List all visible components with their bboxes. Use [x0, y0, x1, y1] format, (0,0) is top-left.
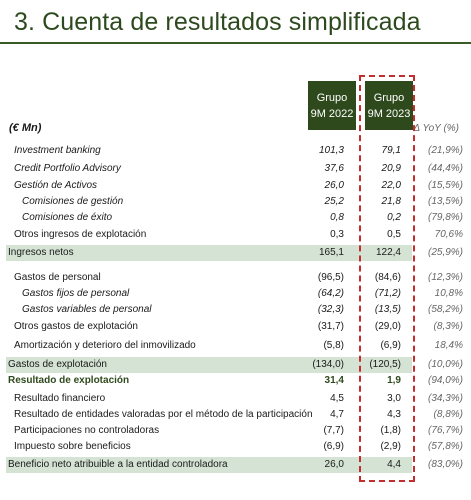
table-row-gastos-de-personal: [6, 270, 463, 286]
column-header-line: 9M 2022: [310, 108, 354, 120]
value-9m-2023: (84,6): [374, 272, 401, 283]
value-yoy: (12,3%): [427, 272, 463, 283]
page-title: 3. Cuenta de resultados simplificada: [14, 8, 421, 36]
row-label: Participaciones no controladoras: [14, 425, 160, 436]
value-9m-2023: 22,0: [381, 180, 401, 191]
value-9m-2022: 37,6: [324, 163, 344, 174]
value-yoy: (34,3%): [427, 393, 463, 404]
value-yoy: 70,6%: [434, 229, 463, 240]
value-9m-2023: 0,5: [387, 229, 401, 240]
column-header-9m-2023: [365, 81, 413, 130]
value-9m-2022: (134,0): [312, 359, 344, 370]
title-divider: [0, 42, 471, 44]
value-9m-2022: 165,1: [318, 247, 344, 258]
table-row-credit-portfolio-advisory: [6, 161, 463, 177]
column-header-line: 9M 2023: [367, 108, 411, 120]
value-9m-2023: (1,8): [380, 425, 401, 436]
value-yoy: (83,0%): [427, 459, 463, 470]
table-row-gestion-de-activos: [6, 178, 463, 194]
row-label: Gastos de personal: [14, 272, 101, 283]
value-9m-2023: 4,3: [387, 409, 401, 420]
value-yoy: (8,8%): [433, 409, 463, 420]
row-label: Gastos fijos de personal: [22, 288, 130, 299]
value-9m-2023: (6,9): [380, 340, 401, 351]
row-label: Amortización y deterioro del inmovilizado: [14, 340, 196, 351]
row-label: Gastos variables de personal: [22, 304, 152, 315]
table-row-resultado-financiero: [6, 391, 463, 407]
table-row-participaciones-no-controladoras: [6, 423, 463, 439]
table-row-resultado-entidades-participacion: [6, 407, 463, 423]
value-yoy: (44,4%): [427, 163, 463, 174]
row-label: Impuesto sobre beneficios: [14, 441, 131, 452]
table-row-gastos-variables: [6, 302, 463, 318]
row-label: Ingresos netos: [8, 247, 74, 258]
value-yoy: (25,9%): [427, 247, 463, 258]
value-9m-2023: 0,2: [387, 212, 401, 223]
value-9m-2023: (120,5): [369, 359, 401, 370]
value-yoy: (21,9%): [427, 145, 463, 156]
value-9m-2023: 21,8: [381, 196, 401, 207]
value-9m-2023: 3,0: [387, 393, 401, 404]
table-row-comisiones-de-exito: [6, 210, 463, 226]
table-row-otros-ingresos: [6, 227, 463, 243]
value-9m-2023: (71,2): [374, 288, 401, 299]
value-yoy: (13,5%): [427, 196, 463, 207]
value-9m-2023: 79,1: [381, 145, 401, 156]
row-label: Otros ingresos de explotación: [14, 229, 147, 240]
value-yoy: (76,7%): [427, 425, 463, 436]
column-header-9m-2022: [308, 81, 356, 130]
value-9m-2022: 0,8: [330, 212, 344, 223]
value-9m-2022: 31,4: [324, 375, 344, 386]
value-9m-2022: 26,0: [324, 180, 344, 191]
value-yoy: (58,2%): [427, 304, 463, 315]
table-row-otros-gastos: [6, 319, 463, 335]
row-label: Credit Portfolio Advisory: [14, 163, 121, 174]
value-9m-2023: (29,0): [374, 321, 401, 332]
column-header-line: Grupo: [316, 92, 348, 104]
value-9m-2023: (13,5): [374, 304, 401, 315]
value-9m-2022: (6,9): [323, 441, 344, 452]
value-yoy: (8,3%): [433, 321, 463, 332]
yoy-header: Δ YoY (%): [413, 123, 459, 134]
row-label: Gestión de Activos: [14, 180, 98, 191]
value-9m-2022: (96,5): [317, 272, 344, 283]
value-yoy: (10,0%): [427, 359, 463, 370]
table-row-beneficio-neto: [6, 457, 463, 473]
row-label: Comisiones de éxito: [22, 212, 113, 223]
value-yoy: (94,0%): [427, 375, 463, 386]
value-9m-2022: (31,7): [317, 321, 344, 332]
table-row-ingresos-netos: [6, 245, 463, 261]
row-label: Comisiones de gestión: [22, 196, 124, 207]
value-9m-2023: (2,9): [380, 441, 401, 452]
value-9m-2022: (5,8): [323, 340, 344, 351]
value-yoy: 18,4%: [434, 340, 463, 351]
value-9m-2022: (32,3): [317, 304, 344, 315]
value-9m-2022: 4,5: [330, 393, 344, 404]
value-9m-2022: 4,7: [330, 409, 344, 420]
value-9m-2022: (7,7): [323, 425, 344, 436]
row-label: Resultado financiero: [14, 393, 106, 404]
value-yoy: (15,5%): [427, 180, 463, 191]
row-label: Investment banking: [14, 145, 101, 156]
row-label: Resultado de explotación: [8, 375, 130, 386]
value-9m-2023: 1,9: [387, 375, 401, 386]
column-header-line: Grupo: [373, 92, 405, 104]
table-row-resultado-de-explotacion: [6, 373, 463, 389]
table-row-comisiones-de-gestion: [6, 194, 463, 210]
value-9m-2022: 26,0: [324, 459, 344, 470]
row-label: Resultado de entidades valoradas por el método de la participación: [14, 409, 313, 420]
value-9m-2023: 122,4: [375, 247, 401, 258]
table-row-gastos-de-explotacion: [6, 357, 463, 373]
value-9m-2022: (64,2): [317, 288, 344, 299]
row-label: Gastos de explotación: [8, 359, 107, 370]
value-9m-2022: 101,3: [318, 145, 344, 156]
table-row-impuesto-sobre-beneficios: [6, 439, 463, 455]
row-label: Otros gastos de explotación: [14, 321, 138, 332]
row-label: Beneficio neto atribuible a la entidad controladora: [8, 459, 228, 470]
value-yoy: (79,8%): [427, 212, 463, 223]
table-row-amortizacion: [6, 338, 463, 354]
value-yoy: (57,8%): [427, 441, 463, 452]
table-row-investment-banking: [6, 143, 463, 159]
value-9m-2022: 0,3: [330, 229, 344, 240]
table-row-gastos-fijos: [6, 286, 463, 302]
units-label: (€ Mn): [9, 122, 42, 134]
value-9m-2023: 4,4: [387, 459, 401, 470]
value-yoy: 10,8%: [434, 288, 463, 299]
value-9m-2023: 20,9: [381, 163, 401, 174]
value-9m-2022: 25,2: [324, 196, 344, 207]
